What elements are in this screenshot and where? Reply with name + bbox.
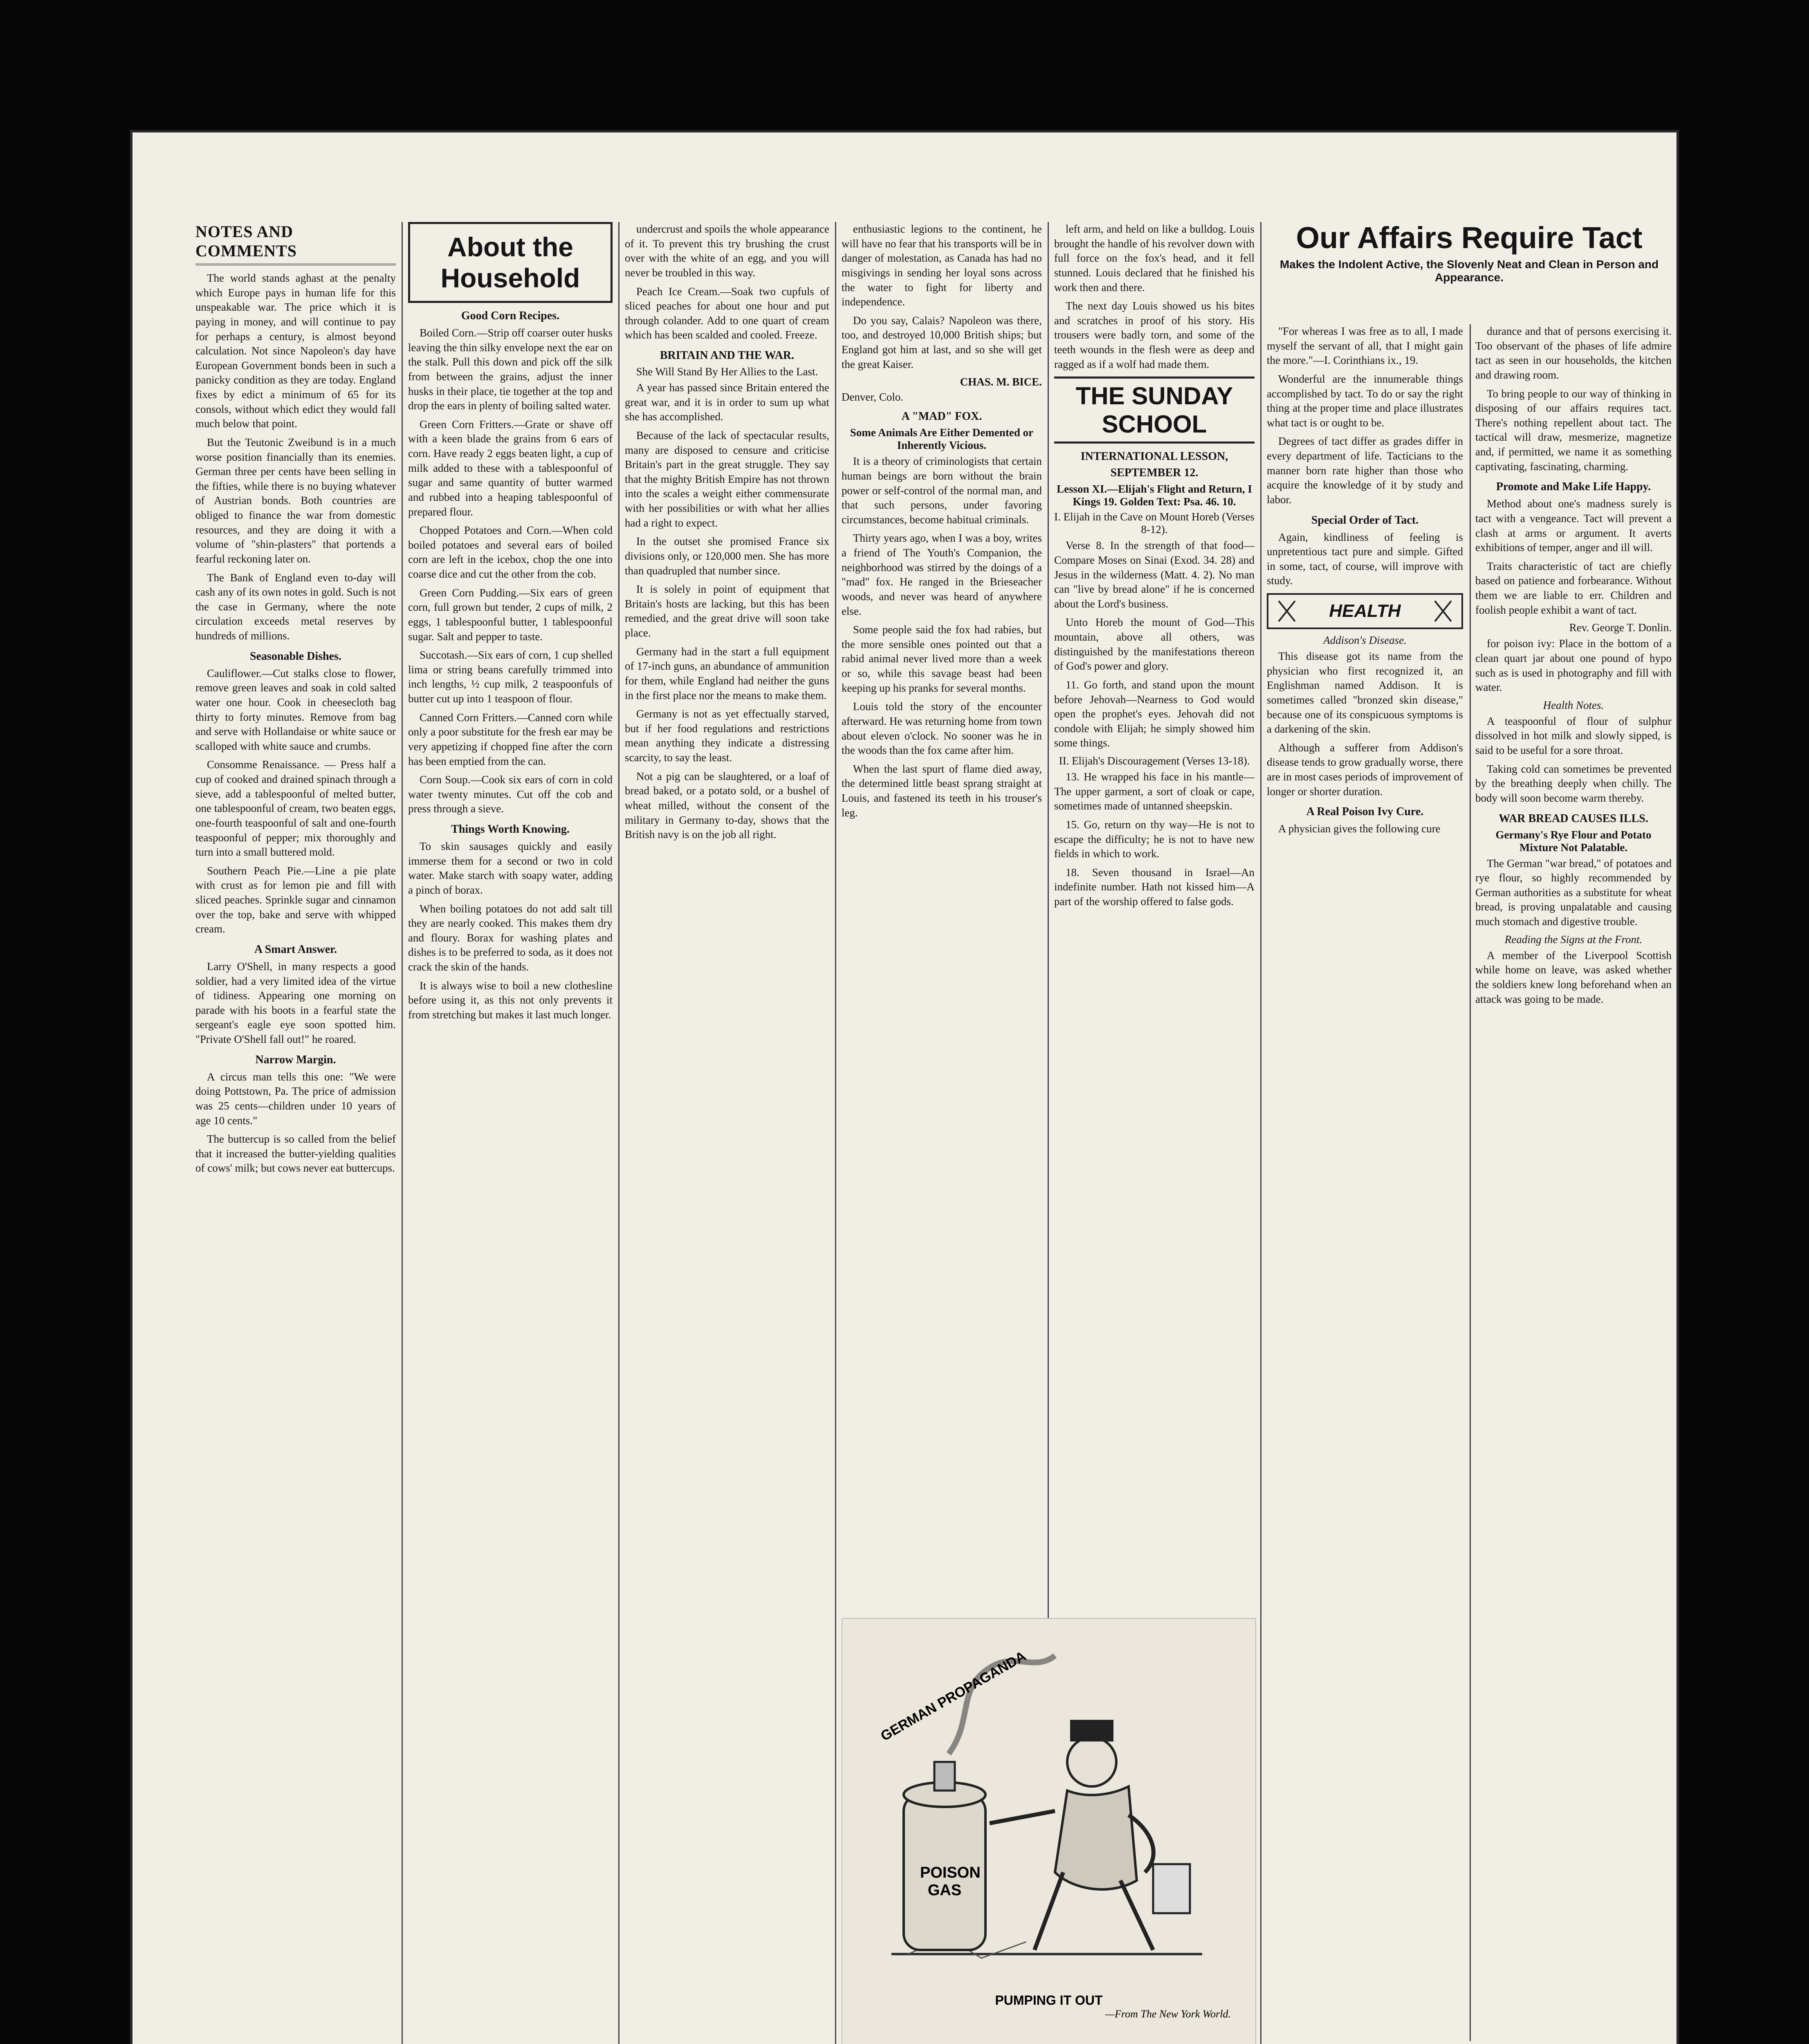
banner-ornament-icon <box>1433 599 1453 623</box>
sunday-school-title: THE SUNDAY SCHOOL <box>1054 377 1255 444</box>
recipe-paragraph: Boiled Corn.—Strip off coarser outer husks leaving the thin silky envelope next the ear on the stalk. Pull this down and pick off the silk from between the grains, adjust the inner husks in their place, tie together at the top and drop the ears in plenty of boiling salted water. <box>408 327 613 412</box>
author-signature: CHAS. M. BICE. <box>960 376 1042 388</box>
recipe-paragraph: Green Corn Fritters.—Grate or shave off with a keen blade the grains from 6 ears of corn. Have ready 2 eggs beaten light, a cup of milk added to these with a tablespoonful of sugar and same quantity of butter warmed and rubbed into a heaping tablespoonful of prepared flour. <box>408 418 613 518</box>
column-fox <box>842 222 1042 1653</box>
article-paragraph: It is a theory of criminologists that certain human beings are born without the brain power or self-control of the normal man, and that such persons, under favoring circumstances, become habitual criminals. <box>842 455 1042 526</box>
column-rule <box>1260 222 1261 2044</box>
section-subheading: Some Animals Are Either Demented or Inherently Vicious. <box>850 426 1034 452</box>
column-rule <box>618 222 619 2044</box>
article-paragraph: Do you say, Calais? Napoleon was there, too, and destroyed 10,000 British ships; but England got him at last, and so she will get the great Kaiser. <box>842 314 1042 370</box>
article-paragraph: When boiling potatoes do not add salt till they are nearly cooked. This makes them dry and floury. Borax for washing plates and dishes is to be preferred to soda, as it does not crack the skin of the hands. <box>408 902 613 973</box>
column-rule <box>1470 324 1471 2041</box>
lesson-title: Lesson XI.—Elijah's Flight and Return, I Kings 19. Golden Text: Psa. 46. 10. <box>1057 483 1252 508</box>
article-paragraph: Thirty years ago, when I was a boy, writes a friend of The Youth's Companion, the neighborhood was stirred by the doings of a "mad" fox. He ranged in the Brieseacher woods, and never was heard of anywhere else. <box>842 532 1042 617</box>
article-paragraph: It is always wise to boil a new clothesline before using it, as this not only prevents it from stretching but makes it last much longer. <box>408 979 613 1021</box>
section-subheading: She Will Stand By Her Allies to the Last. <box>636 365 818 378</box>
section-heading: Special Order of Tact. <box>1311 513 1419 527</box>
article-paragraph: Larry O'Shell, in many respects a good soldier, had a very limited idea of the virtue of tidiness. Appearing one morning on parade with his boots in a fearful state the sergeant's eagle eye soon spotted him. "Private O'Shell fall out!" he roared. <box>195 960 396 1045</box>
article-paragraph: A circus man tells this one: "We were doing Pottstown, Pa. The price of admission was 25 cents—children under 10 years of age 10 cents." <box>195 1070 396 1127</box>
notes-heading: NOTES AND COMMENTS <box>195 222 396 265</box>
tact-left-column <box>1267 324 1463 840</box>
section-heading: A "MAD" FOX. <box>901 410 982 423</box>
article-paragraph: durance and that of persons exercising it. Too observant of the phases of life admire tact as seen in our households, the kitchen and drawing room. <box>1475 325 1672 381</box>
section-heading: Things Worth Knowing. <box>451 823 570 836</box>
article-paragraph: Degrees of tact differ as grades differ in every department of life. Tacticians to the manner born rate higher than those who acquire the knowledge of it by study and labor. <box>1267 435 1463 506</box>
recipe-paragraph: Canned Corn Fritters.—Canned corn while only a poor substitute for the fresh ear may be very appetizing if chopped fine after the corn has been emptied from the can. <box>408 711 613 767</box>
health-banner <box>1267 593 1463 629</box>
article-paragraph: Method about one's madness surely is tact with a vengeance. Tact will prevent a clash at arms or argument. It averts exhibitions of temper, anger and ill will. <box>1475 498 1672 554</box>
article-paragraph: But the Teutonic Zweibund is in a much worse position financially than its enemies. German three per cents have been selling in the fifties, while there is no buying whatever of Austrian bonds. Both countries are obliged to finance the war from domestic resources, and they are doing it with a volume of "shin-plasters" that portends a fearful reckoning later on. <box>195 436 396 565</box>
article-paragraph: In the outset she promised France six divisions only, or 120,000 men. She has more than quadrupled that number since. <box>625 535 829 577</box>
column-rule <box>835 222 836 2044</box>
recipe-paragraph: Southern Peach Pie.—Line a pie plate with crust as for lemon pie and fill with sliced peaches. Sprinkle sugar and cinnamon over the top, bake and serve with whipped cream. <box>195 864 396 935</box>
article-paragraph: undercrust and spoils the whole appearance of it. To prevent this try brushing the crust over with the white of an egg, and you will never be troubled in this way. <box>625 223 829 279</box>
section-heading: Addison's Disease. <box>1323 634 1407 646</box>
article-paragraph: It is solely in point of equipment that Britain's hosts are lacking, but this has been remedied, and the great drive will soon take place. <box>625 583 829 639</box>
health-title: HEALTH <box>1329 601 1401 621</box>
tact-subheadline: Makes the Indolent Active, the Slovenly Neat and Clean in Person and Appearance. <box>1279 258 1659 284</box>
article-paragraph: Because of the lack of spectacular results, many are disposed to censure and criticise Britain's part in the great struggle. They say that the mighty British Empire has not thrown into the scales a weight either commensurate with her possibilities or with what her allies had a right to expect. <box>625 429 829 529</box>
recipe-paragraph: Consomme Renaissance. — Press half a cup of cooked and drained spinach through a sieve, add a tablespoonful of melted butter, one tablespoonful of cream, two beaten eggs, one-fourth teaspoonful of salt and one-fourth teaspoonful of pepper; mix thoroughly and turn into a small buttered mold. <box>195 758 396 858</box>
article-paragraph: Traits characteristic of tact are chiefly based on patience and forbearance. Without them we are liable to err. Children and foolish people exhibit a want of tact. <box>1475 560 1672 616</box>
section-heading: WAR BREAD CAUSES ILLS. <box>1499 812 1648 825</box>
article-paragraph: Not a pig can be slaughtered, or a loaf of bread baked, or a potato sold, or a bushel of wheat milled, without the consent of the military in Germany to-day, shows that the British navy is on the job all right. <box>625 770 829 841</box>
lesson-part-heading: I. Elijah in the Cave on Mount Horeb (Verses 8-12). <box>1054 511 1255 536</box>
section-heading: A Real Poison Ivy Cure. <box>1306 805 1424 818</box>
section-heading: BRITAIN AND THE WAR. <box>660 349 795 362</box>
author-signature: Rev. George T. Donlin. <box>1569 621 1672 634</box>
article-paragraph: left arm, and held on like a bulldog. Louis brought the handle of his revolver down with full force on the fox's head, and it fell stunned. Louis declared that he finished his work then and there. <box>1054 223 1255 294</box>
lesson-paragraph: Verse 8. In the strength of that food—Compare Moses on Sinai (Exod. 34. 28) and Jesus in the wilderness (Matt. 4. 2). No man can "live by bread alone" if he is concerned about the Lord's business. <box>1054 539 1255 610</box>
article-paragraph: A physician gives the following cure <box>1278 823 1441 835</box>
section-heading: Promote and Make Life Happy. <box>1496 480 1651 493</box>
article-paragraph: This disease got its name from the physician who first recognized it, an Englishman named Addison. It is sometimes called "bronzed skin disease," because one of its conspicuous symptoms is a darkening of the skin. <box>1267 650 1463 735</box>
recipe-paragraph: Corn Soup.—Cook six ears of corn in cold water twenty minutes. Cut off the cob and press through a sieve. <box>408 773 613 815</box>
stein <box>1153 1864 1190 1913</box>
article-paragraph: Some people said the fox had rabies, but the more sensible ones pointed out that a rabid animal never lived more than a week or so, while this savage beast had been keeping up his pranks for several months. <box>842 623 1042 694</box>
recipe-paragraph: Peach Ice Cream.—Soak two cupfuls of sliced peaches for about one hour and put through colander. Add to one quart of cream which has been scalded and cooled. Freeze. <box>625 285 829 341</box>
column-sunday-school <box>1054 222 1255 1653</box>
editorial-cartoon <box>842 1618 1256 2044</box>
article-paragraph: Louis told the story of the encounter afterward. He was returning home from town about eleven o'clock. No sooner was he in the woods than the fox came after him. <box>842 700 1042 757</box>
lesson-paragraph: 13. He wrapped his face in his mantle—The upper garment, a sort of cloak or cape, sometimes made of untanned sheepskin. <box>1054 771 1255 812</box>
lesson-label: INTERNATIONAL LESSON, <box>1080 450 1228 463</box>
cartoon-caption-block <box>842 1993 1255 2020</box>
lesson-paragraph: 11. Go forth, and stand upon the mount before Jehovah—Nearness to God would open the prophet's eyes. Jehovah did not condole with Elijah; he simply showed him some things. <box>1054 678 1255 749</box>
column-rule <box>1048 222 1049 1620</box>
article-paragraph: A member of the Liverpool Scottish while home on leave, was asked whether the soldiers knew long beforehand when an attack was going to be made. <box>1475 949 1672 1005</box>
article-paragraph: When the last spurt of flame died away, the determined little beast sprang straight at Louis, and fastened its teeth in his trouser's leg. <box>842 762 1042 819</box>
column-rule <box>402 222 403 2044</box>
author-place: Denver, Colo. <box>842 391 904 403</box>
tact-headline: Our Affairs Require Tact <box>1296 222 1643 255</box>
article-paragraph: "For whereas I was free as to all, I made myself the servant of all, that I might gain the more."—I. Corinthians ix., 19. <box>1267 325 1463 367</box>
article-paragraph: Although a sufferer from Addison's disease tends to grow gradually worse, there are in most cases periods of improvement of longer or shorter duration. <box>1267 741 1463 798</box>
article-paragraph: The world stands aghast at the penalty which Europe pays in human life for this unspeakable war. The price which it is paying in money, and will continue to pay for perhaps a century, is almost beyond calculation. Not since Napoleon's day have European Government bonds been in such a panicky condition as they are today. England fixes by edict a minimum of 65 for its consols, without which edict they would fall much below that point. <box>195 272 396 430</box>
article-paragraph: Germany is not as yet effectually starved, but if her food regulations and restrictions mean anything they indicate a distressing scarcity, to say the least. <box>625 708 829 764</box>
tact-right-column <box>1475 324 1672 1011</box>
cartoon-source: —From The New York World. <box>1105 2008 1231 2020</box>
lesson-date: SEPTEMBER 12. <box>1110 466 1199 480</box>
cartoon-label-propaganda: GERMAN PROPAGANDA <box>878 1648 1029 1744</box>
article-paragraph: To bring people to our way of thinking in disposing of our affairs requires tact. There's nothing repellent about tact. The tactical will draw, mesmerize, magnetize and, if permitted, we name it as something captivating, fascinating, charming. <box>1475 387 1672 473</box>
lesson-part-heading: II. Elijah's Discouragement (Verses 13-18). <box>1059 755 1250 767</box>
section-heading: Reading the Signs at the Front. <box>1504 933 1643 946</box>
recipe-paragraph: Chopped Potatoes and Corn.—When cold boiled potatoes and several ears of boiled corn are left in the icebox, chop the one into coarse dice and cut the other from the cob. <box>408 524 613 580</box>
article-paragraph: Again, kindliness of feeling is unpretentious tact pure and simple. Gifted in some, tact, of course, will improve with study. <box>1267 531 1463 587</box>
article-paragraph: Wonderful are the innumerable things accomplished by tact. To do or say the right thing at the proper time and place illustrates what tact is or ought to be. <box>1267 372 1463 429</box>
recipe-paragraph: Succotash.—Six ears of corn, 1 cup shelled lima or string beans carefully trimmed into inch lengths, ½ cup milk, 2 teaspoonfuls of butter cut up into 1 teaspoon of flour. <box>408 649 613 705</box>
section-heading: Narrow Margin. <box>255 1053 336 1066</box>
newspaper-page <box>130 130 1679 2044</box>
article-paragraph: Germany had in the start a full equipment of 17-inch guns, an abundance of ammunition for them, while England had neither the guns in the first place nor the means to make them. <box>625 645 829 702</box>
article-paragraph: To skin sausages quickly and easily immerse them for a second or two in cold water. Make starch with soapy water, adding a pinch of borax. <box>408 840 613 896</box>
article-paragraph: A teaspoonful of flour of sulphur dissolved in hot milk and slowly sipped, is said to be useful for a sore throat. <box>1475 715 1672 756</box>
recipe-paragraph: Green Corn Pudding.—Six ears of green corn, full grown but tender, 2 cups of milk, 2 eggs, 1 tablespoonful butter, 1 tablespoonful sugar. Salt and pepper to taste. <box>408 586 613 643</box>
column-tact <box>1267 222 1672 2044</box>
section-heading: Health Notes. <box>1543 699 1604 711</box>
article-paragraph: The next day Louis showed us his bites and scratches in proof of his story. His trousers were badly torn, and some of the teeth wounds in the flesh were as deep and ragged as if a wolf had made them. <box>1054 300 1255 370</box>
article-paragraph: The buttercup is so called from the belief that it increased the butter-yielding qualities of cows' milk; but cows never eat buttercups. <box>195 1133 396 1174</box>
lesson-paragraph: 18. Seven thousand in Israel—An indefinite number. Hath not kissed him—A part of the worship offered to false gods. <box>1054 866 1255 908</box>
cartoon-caption: PUMPING IT OUT <box>995 1993 1103 2008</box>
column-britain <box>625 222 829 2044</box>
article-paragraph: enthusiastic legions to the continent, he will have no fear that his transports will be in danger of molestation, as Canada has had no misgivings in sending her loyal sons across the water to fight for liberty and independence. <box>842 223 1042 308</box>
recipe-paragraph: Cauliflower.—Cut stalks close to flower, remove green leaves and soak in cold salted water one hour. Cook in cheesecloth bag thirty to forty minutes. Remove from bag and serve with Hollandaise or white sauce or scalloped with white sauce and crumbs. <box>195 667 396 752</box>
section-heading: Good Corn Recipes. <box>461 309 560 322</box>
cartoon-drawing <box>842 1619 1255 1987</box>
article-paragraph: The Bank of England even to-day will cash any of its own notes in gold. Such is not the case in Germany, where the note circulation exceeds metal reserves by hundreds of millions. <box>195 571 396 642</box>
column-notes <box>195 222 396 2044</box>
section-heading: Seasonable Dishes. <box>249 650 342 663</box>
section-heading: A Smart Answer. <box>254 943 337 956</box>
lesson-paragraph: Unto Horeb the mount of God—This mountain, above all others, was distinguished by the manifestations thereon of God's power and glory. <box>1054 616 1255 672</box>
article-paragraph: for poison ivy: Place in the bottom of a clean quart jar about one pound of hypo such as is used in photography and fill with water. <box>1475 637 1672 694</box>
column-household <box>408 222 613 2044</box>
banner-ornament-icon <box>1277 599 1297 623</box>
section-subheading: Germany's Rye Flour and Potato Mixture Not Palatable. <box>1495 828 1652 854</box>
household-title-box <box>408 222 613 303</box>
lesson-paragraph: 15. Go, return on thy way—He is not to escape the difficulty; he is not to have new fields in which to work. <box>1054 818 1255 860</box>
article-paragraph: A year has passed since Britain entered the great war, and it is in order to sum up what she has accomplished. <box>625 381 829 423</box>
article-paragraph: The German "war bread," of potatoes and rye flour, so highly recommended by German authorities as a substitute for wheat bread, is proving unpalatable and causing much stomach and digestive trouble. <box>1475 857 1672 928</box>
article-paragraph: Taking cold can sometimes be prevented by the breathing deeply when chilly. The body will soon become warm thereby. <box>1475 762 1672 804</box>
household-title: About the Household <box>440 232 580 293</box>
cartoon-label-gas: POISON GAS <box>920 1864 981 1899</box>
figure-head <box>1067 1737 1116 1786</box>
